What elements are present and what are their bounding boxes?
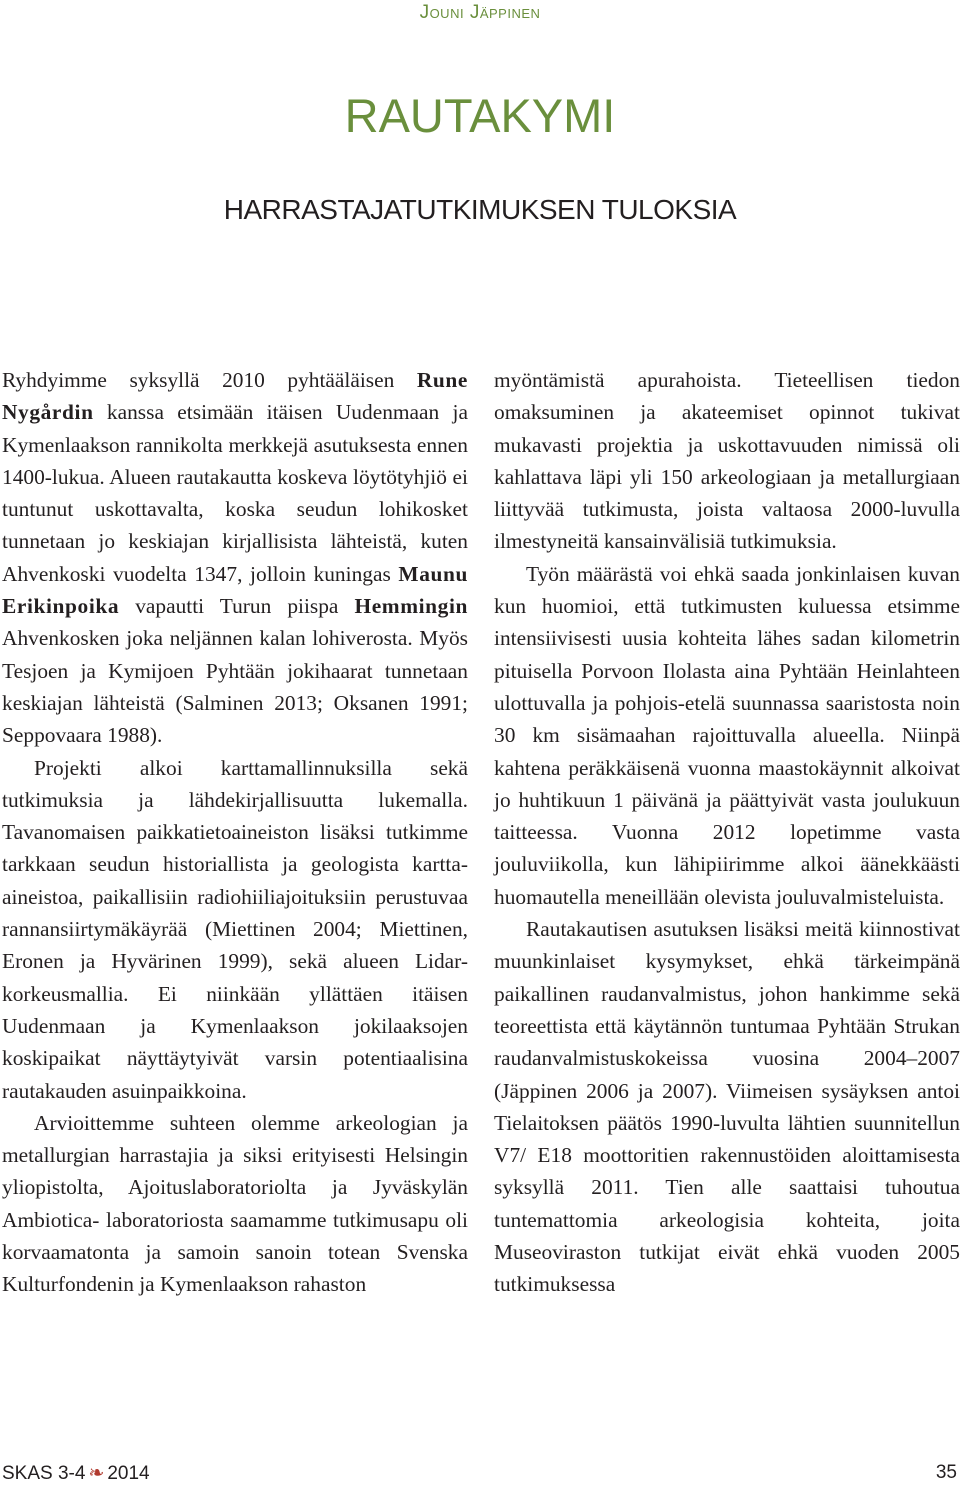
text-run: Ryhdyimme syksyllä 2010 pyhtääläisen <box>2 368 417 392</box>
paragraph: Arvioittemme suhteen olemme arkeologian ja metallurgian harrastajia ja siksi erityisesti Helsingin yliopistolta, Ajoituslaboratoriolta ja Jyväskylän Ambiotica- laboratoriosta saamamme tutkimusapu oli korvaamatonta ja samoin sanoin totean Svenska Kulturfondenin ja Kymenlaakson rahaston <box>2 1110 468 1297</box>
journal-year: 2014 <box>107 1463 150 1484</box>
paragraph: Projekti alkoi karttamallinnuksilla sekä tutkimuksia ja lähdekirjallisuutta lukemalla. Tavanomaisen paikkatietoaineiston lisäksi tutkimme tarkkaan seudun historiallista ja geologista kartta-aineistoa, paikallisiin radiohiiliajoituksiin perustuvaa rannansiirtymäkäyrää (Miettinen 2004; Miettinen, Eronen ja Hyvärinen 1999), sekä alueen Lidar-korkeusmallia. Ei niinkään yllättäen itäisen Uudenmaan ja Kymenlaakson jokilaaksojen koskipaikat näyttäytyivät varsin potentiaalisina rautakauden asuinpaikkoina. <box>2 755 468 1103</box>
author-name: Jouni Jäppinen <box>419 2 541 23</box>
article-title: RAUTAKYMI <box>344 89 616 142</box>
article-subtitle: HARRASTAJATUTKIMUKSEN TULOKSIA <box>223 194 737 225</box>
text-run: Ahvenkosken joka neljännen kalan lohiverosta. Myös Tesjoen ja Kymijoen Pyhtään jokihaarat tunnetaan keskiajan lähteistä (Salminen 2013; Oksanen 1991; Seppovaara 1988). <box>2 626 468 748</box>
person-name: Maunu Erikinpoika <box>2 561 468 619</box>
text-run: kanssa etsimään itäisen Uudenmaan ja Kymenlaakson rannikolta merkkejä asutuksesta ennen 1400-lukua. Alueen rautakautta koskeva löytötyhjiö ei tuntunut uskottavalta, koska seudun lohikosket tunnetaan jo keskiajan kirjallisista lähteistä, kuten Ahvenkoski vuodelta 1347, jolloin kuningas <box>2 400 468 586</box>
journal-logo-icon: ❧ <box>88 1463 105 1484</box>
journal-footer <box>2 1462 150 1485</box>
left-column <box>2 364 468 1301</box>
paragraph: Rautakautisen asutuksen lisäksi meitä kiinnostivat muunkinlaiset kysymykset, ehkä tärkeimpänä paikallinen raudanvalmistus, johon hankimme sekä teoreettista että käytännön tuntumaa Pyhtään Strukan raudanvalmistuskokeissa vuosina 2004–2007 (Jäppinen 2006 ja 2007). Viimeisen sysäyksen antoi Tielaitoksen päätös 1990-luvulta lähtien suunnitellun V7/ E18 moottoritien rakennustöiden aloittamisesta syksyllä 2011. Tien alle saattaisi tuhoutua tuntemattomia arkeologisia kohteita, joita Museoviraston tutkijat eivät ehkä vuoden 2005 tutkimuksessa <box>494 917 960 1297</box>
right-column <box>494 364 960 1301</box>
paragraph <box>2 364 468 752</box>
person-name: Rune Nygårdin <box>2 368 468 425</box>
text-run: vapautti Turun piispa <box>119 594 355 619</box>
paragraph: Työn määrästä voi ehkä saada jonkinlaisen kuvan kun huomioi, että tutkimusten kuluessa etsimme intensiivisesti uusia kohteita lähes sadan kilometrin pituisella Porvoon Ilolasta aina Pyhtään Heinlahteen ulottuvalla ja pohjois-etelä suunnassa saaristosta noin 30 km sisämaahan rajoittuvalla alueella. Niinpä kahtena peräkkäisenä vuonna maastokäynnit alkoivat jo huhtikuun 1 päivänä ja päättyivät vasta joulukuun taitteessa. Vuonna 2012 lopetimme vasta jouluviikolla, kun lähipiirimme alkoi äänekkäästi huomautella meneillään olevista jouluvalmisteluista. <box>494 561 960 909</box>
paragraph: myöntämistä apurahoista. Tieteellisen tiedon omaksuminen ja akateemiset opinnot tukivat mukavasti projektia ja uskottavuuden nimissä oli kahlattava läpi yli 150 arkeologiaan ja metallurgiaan liittyvää tutkimusta, joista valtaosa 2000-luvulla ilmestyneitä kansainvälisiä tutkimuksia. <box>494 368 960 554</box>
page-number: 35 <box>935 1462 957 1483</box>
journal-name: SKAS 3-4 <box>2 1463 86 1484</box>
person-name: Hemmingin <box>354 594 468 619</box>
